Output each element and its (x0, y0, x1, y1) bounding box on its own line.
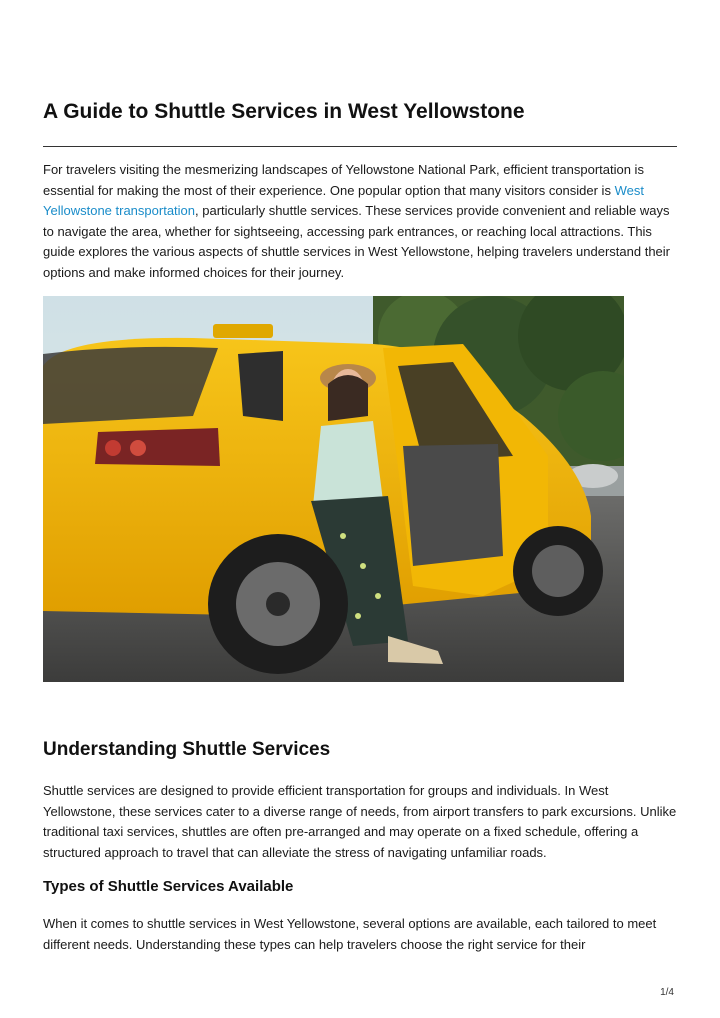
intro-paragraph (43, 160, 677, 283)
taxi-photo (43, 296, 624, 682)
section-paragraph-types: When it comes to shuttle services in West Yellowstone, several options are available, each tailored to meet different needs. Understanding these types can help travelers choose the right service for their (43, 916, 657, 952)
section-heading-understanding: Understanding Shuttle Services (43, 739, 331, 760)
subsection-heading-types: Types of Shuttle Services Available (43, 878, 294, 895)
intro-text-before-link: For travelers visiting the mesmerizing landscapes of Yellowstone National Park, efficient transportation is essential for making the most of their experience. One popular option that many visitors consider is (43, 162, 644, 198)
intro-text-after-link: , particularly shuttle services. These services provide convenient and reliable ways to navigate the area, whether for sightseeing, accessing park entrances, or reaching local attractions. This guide explores the various aspects of shuttle services in West Yellowstone, helping travelers understand their options and make informed choices for their journey. (43, 203, 671, 280)
page-title: A Guide to Shuttle Services in West Yellowstone (43, 100, 525, 123)
page-number: 1/4 (660, 987, 674, 998)
section-paragraph-understanding: Shuttle services are designed to provide efficient transportation for groups and individuals. In West Yellowstone, these services cater to a diverse range of needs, from airport transfers to park excursions. Unlike traditional taxi services, shuttles are often pre-arranged and may operate on a fixed schedule, offering a structured approach to travel that can alleviate the stress of navigating unfamiliar roads. (43, 783, 677, 860)
title-divider (43, 146, 677, 147)
west-yellowstone-transportation-link[interactable]: West Yellowstone transportation (43, 182, 644, 218)
